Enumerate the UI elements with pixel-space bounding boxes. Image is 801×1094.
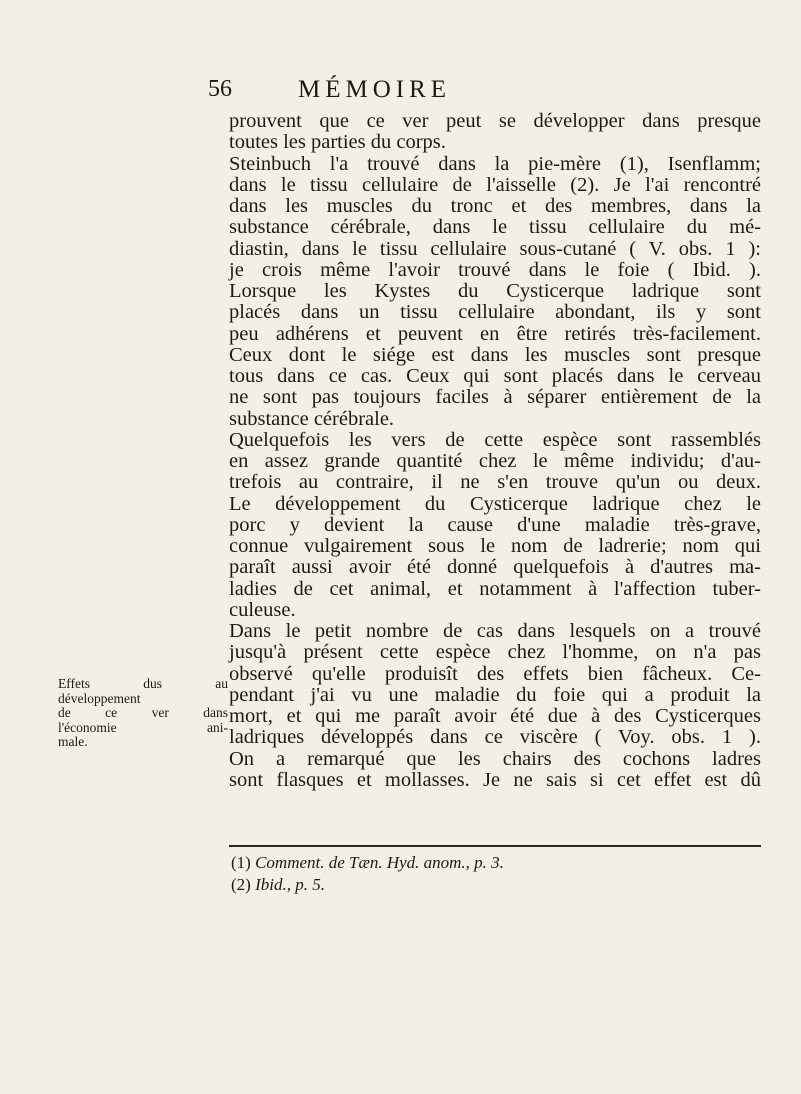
text-line: culeuse. [229, 598, 296, 621]
text-line: paraît aussi avoir été donné quelquefois à d'autres ma- [229, 556, 761, 579]
margin-note-line: développement [58, 690, 141, 706]
footnote [231, 874, 731, 896]
text-line: porc y devient la cause d'une maladie très-grave, [229, 513, 761, 536]
text-line: mort, et qui me paraît avoir été due à des Cysticerques [229, 705, 761, 727]
text-line: toutes les parties du corps. [229, 131, 446, 154]
footnote-number: (2) [231, 875, 251, 894]
text-line: trefois au contraire, il ne s'en trouve qu'un ou deux. [229, 471, 761, 494]
text-line: connue vulgairement sous le nom de ladrerie; nom qui [229, 535, 761, 557]
margin-note [58, 677, 228, 750]
text-line: Quelquefois les vers de cette espèce sont rassemblés [229, 428, 761, 451]
text-line: peu adhérens et peuvent en être retirés très-facilement. [229, 322, 761, 345]
text-line: Lorsque les Kystes du Cysticerque ladrique sont [229, 280, 761, 302]
footnote-text: Ibid., p. 5. [255, 875, 325, 894]
margin-note-line: male. [58, 734, 88, 750]
text-line: tous dans ce cas. Ceux qui sont placés dans le cerveau [229, 365, 761, 387]
text-line: Dans le petit nombre de cas dans lesquels on a trouvé [229, 620, 761, 642]
page-header [208, 76, 728, 108]
text-line: Steinbuch l'a trouvé dans la pie-mère (1), Isenflamm; [229, 152, 761, 175]
text-line: ne sont pas toujours faciles à séparer entièrement de la [229, 386, 761, 409]
text-line: dans les muscles du tronc et des membres, dans la [229, 195, 761, 217]
margin-note-line: de ce ver dans [58, 705, 228, 721]
page-number: 56 [208, 76, 232, 102]
text-line: On a remarqué que les chairs des cochons ladres [229, 747, 761, 770]
footnote-number: (1) [231, 853, 251, 872]
margin-note-line: l'économie ani- [58, 719, 228, 735]
text-line: je crois même l'avoir trouvé dans le foie ( Ibid. ). [229, 258, 761, 281]
footnote [231, 852, 731, 874]
text-line: Le développement du Cysticerque ladrique chez le [229, 492, 761, 515]
text-line: jusqu'à présent cette espèce chez l'homme, on n'a pas [229, 641, 761, 664]
text-line: substance cérébrale, dans le tissu cellulaire du mé- [229, 216, 761, 239]
text-line: diastin, dans le tissu cellulaire sous-cutané ( V. obs. 1 ): [229, 237, 761, 260]
text-line: prouvent que ce ver peut se développer dans presque [229, 110, 761, 132]
text-line: ladriques développés dans ce viscère ( Voy. obs. 1 ). [229, 726, 761, 749]
text-line: dans le tissu cellulaire de l'aisselle (2). Je l'ai rencontré [229, 173, 761, 196]
footnote-text: Comment. de Tæn. Hyd. anom., p. 3. [255, 853, 504, 872]
running-title: MÉMOIRE [298, 76, 452, 103]
text-line: ladies de cet animal, et notamment à l'affection tuber- [229, 577, 761, 600]
text-line: en assez grande quantité chez le même individu; d'au- [229, 450, 761, 472]
text-line: pendant j'ai vu une maladie du foie qui a produit la [229, 683, 761, 706]
text-line: substance cérébrale. [229, 407, 395, 430]
margin-note-line: Effets dus au [58, 676, 228, 691]
text-line: observé qu'elle produisît des effets bien fâcheux. Ce- [229, 662, 761, 685]
text-line: sont flasques et mollasses. Je ne sais si cet effet est dû [229, 768, 761, 791]
footnote-divider [229, 845, 761, 847]
text-line: placés dans un tissu cellulaire abondant, ils y sont [229, 301, 761, 324]
text-line: Ceux dont le siége est dans les muscles sont presque [229, 343, 761, 366]
body-text [229, 111, 761, 791]
footnotes [231, 852, 731, 896]
